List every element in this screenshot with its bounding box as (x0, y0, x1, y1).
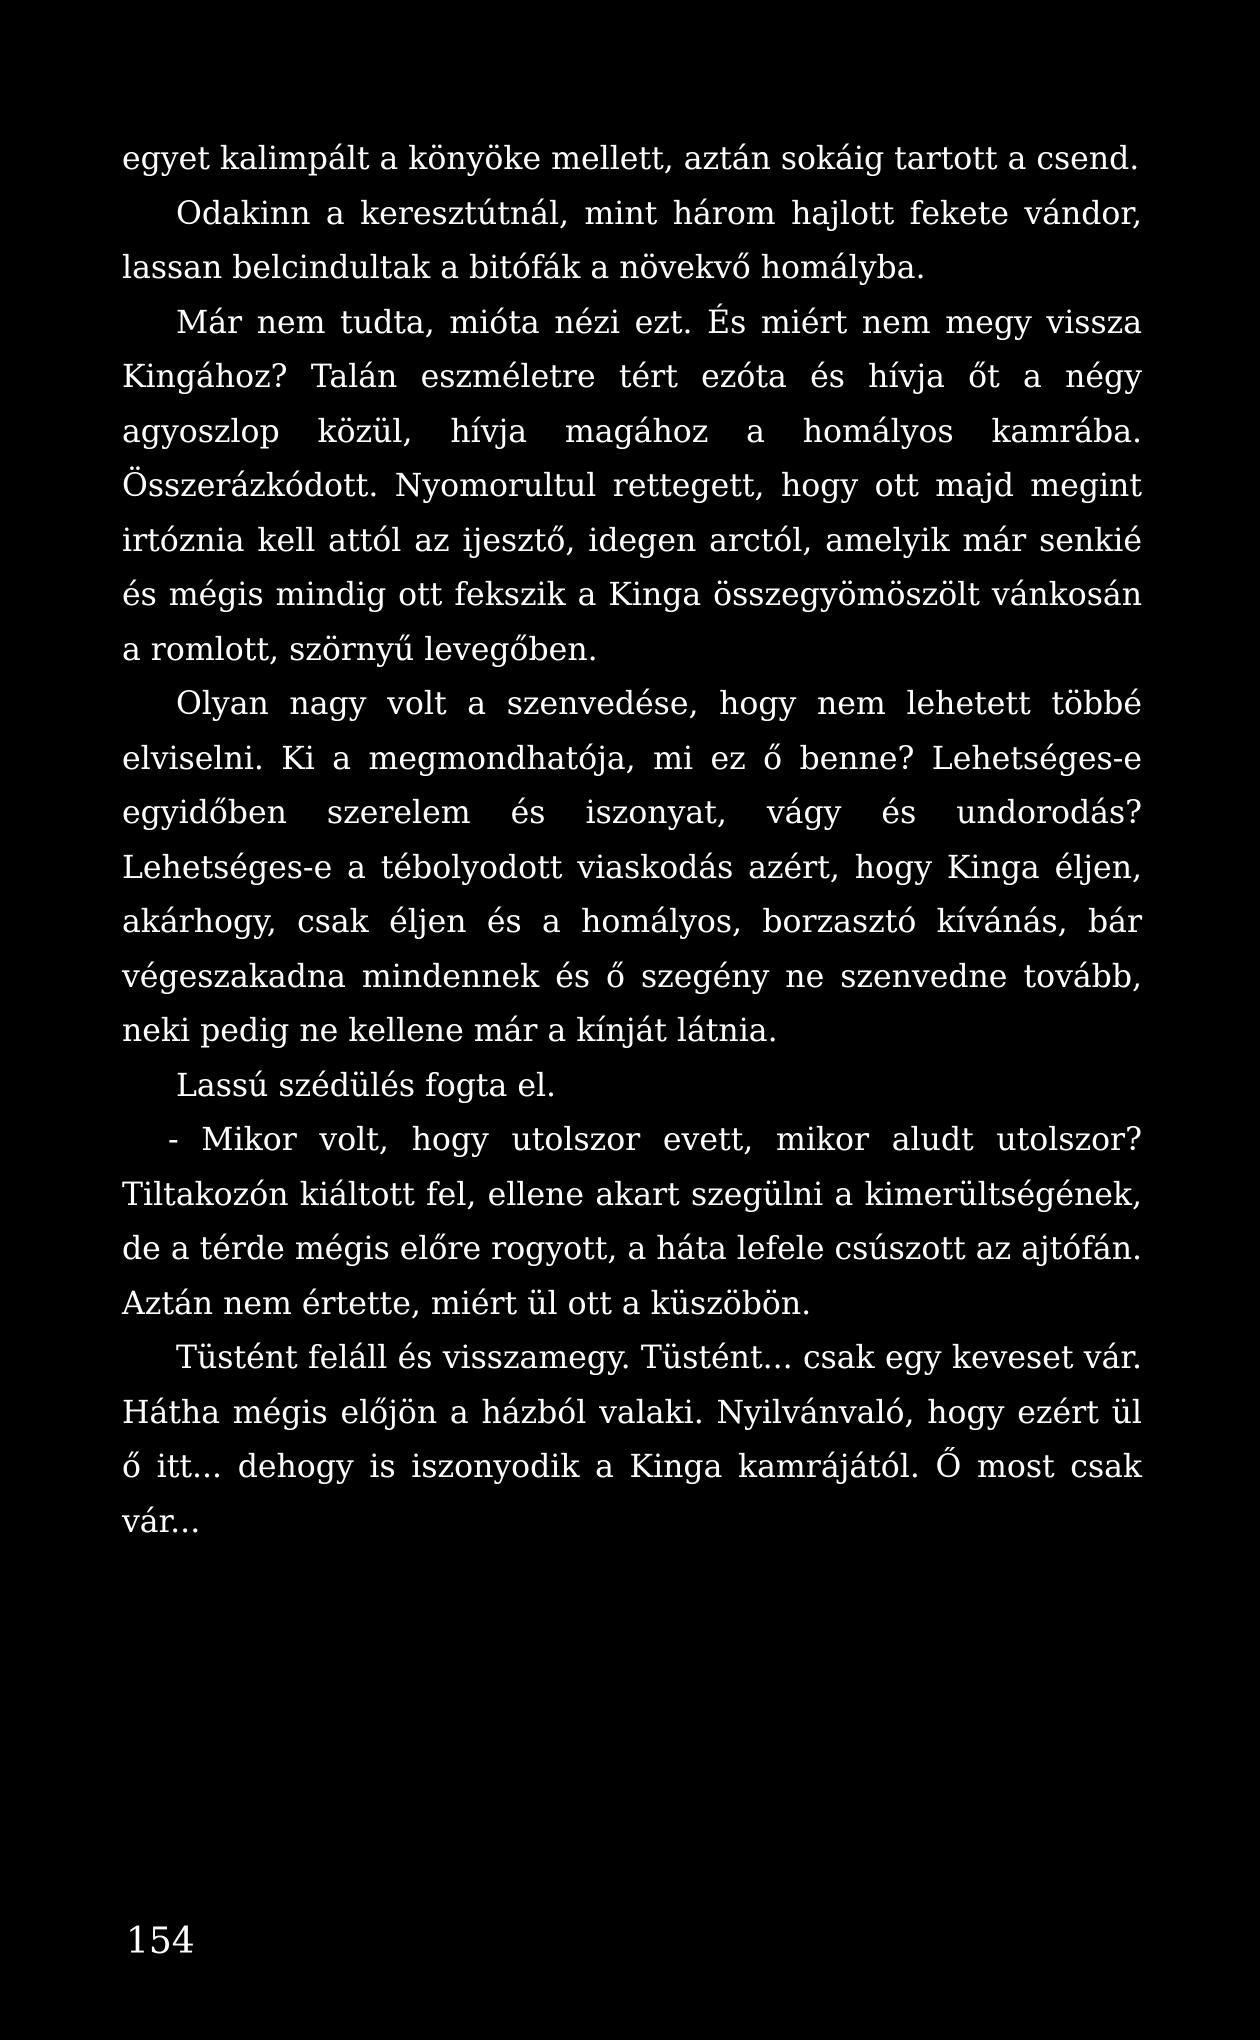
paragraph-3: Már nem tudta, mióta nézi ezt. És miért nem megy vissza Kingához? Talán eszméletre tért ezóta és hívja őt a négy agyoszlop közül, hívja magához a homályos kamrába. Összerázkódott. Nyomorultul rettegett, hogy ott majd megint irtóznia kell attól az ijesztő, idegen arctól, amelyik már senkié és mégis mindig ott fekszik a Kinga összegyömöszölt vánkosán a romlott, szörnyű levegőben. (122, 304, 1142, 668)
paragraph-6: - Mikor volt, hogy utolszor evett, mikor aludt utolszor? Tiltakozón kiáltott fel, ellene akart szegülni a kimerültségének, de a térde mégis előre rogyott, a háta lefele csúszott az ajtófán. Aztán nem értette, miért ül ott a küszöbön. (122, 1122, 1142, 1322)
paragraph-4: Olyan nagy volt a szenvedése, hogy nem lehetett többé elviselni. Ki a megmondhatója, mi ez ő benne? Lehetséges-e egyidőben szerelem és iszonyat, vágy és undorodás? Lehetséges-e a tébolyodott viaskodás azért, hogy Kinga éljen, akárhogy, csak éljen és a homályos, borzasztó kívánás, bár végeszakadna mindennek és ő szegény ne szenvedne tovább, neki pedig ne kellene már a kínját látnia. (122, 686, 1142, 1049)
paragraph-5: Lassú szédülés fogta el. (176, 1067, 557, 1104)
paragraph-2: Odakinn a keresztútnál, mint három hajlott fekete vándor, lassan belcindultak a bitófák a növekvő homályba. (122, 195, 1142, 286)
paragraph-7: Tüstént feláll és visszamegy. Tüstént... csak egy keveset vár. Hátha mégis előjön a házból valaki. Nyilvánvaló, hogy ezért ül ő itt... dehogy is iszonyodik a Kinga kamrájától. Ő most csak vár... (122, 1340, 1142, 1540)
paragraph-1: egyet kalimpált a könyöke mellett, aztán sokáig tartott a csend. (122, 141, 1140, 177)
body-text (122, 132, 1142, 1549)
page-number: 154 (126, 1921, 195, 1962)
